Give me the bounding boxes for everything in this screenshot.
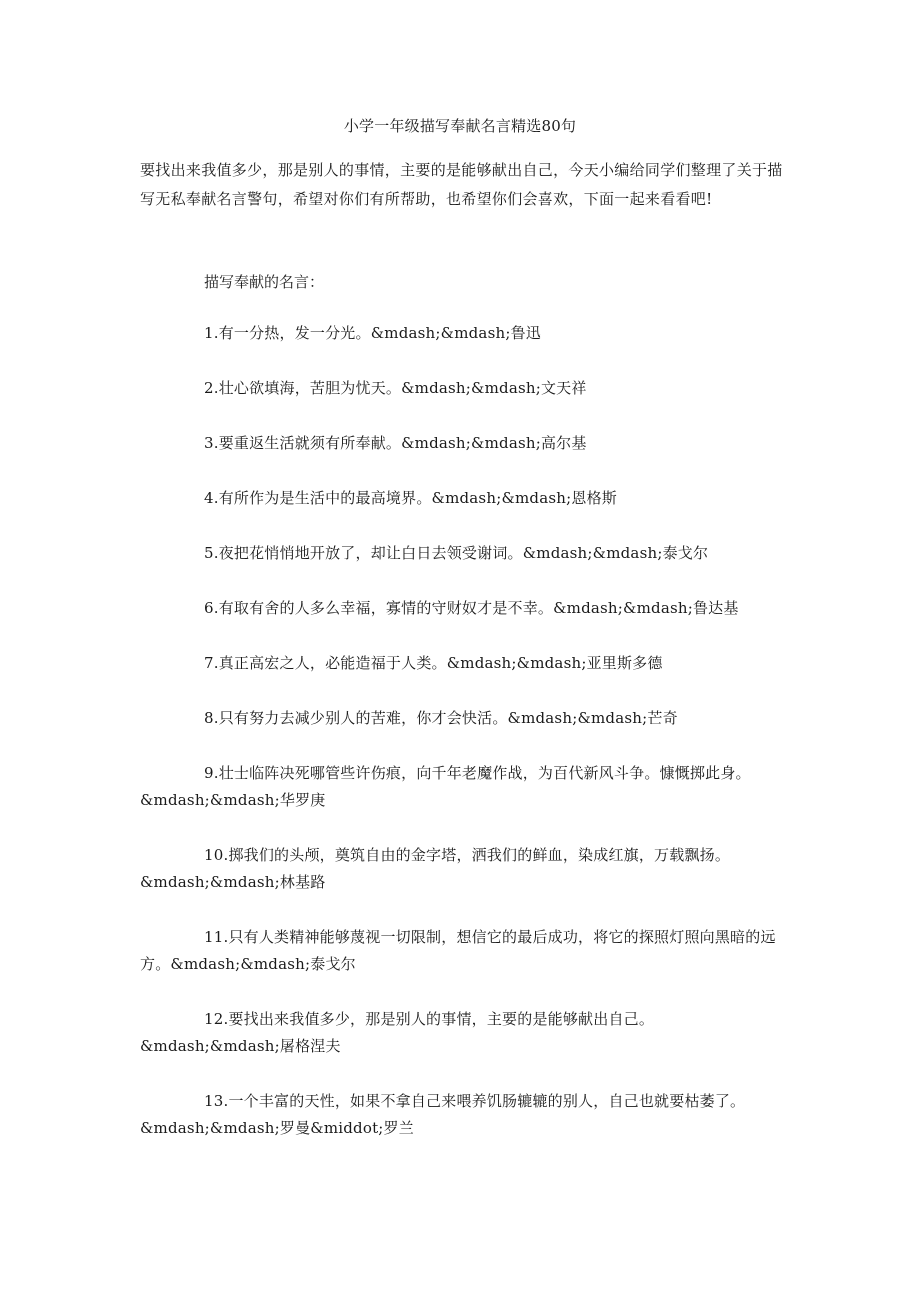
quote-item: 6.有取有舍的人多么幸福，寡情的守财奴才是不幸。&mdash;&mdash;鲁达基 — [204, 599, 739, 617]
quote-item: 5.夜把花悄悄地开放了，却让白日去领受谢词。&mdash;&mdash;泰戈尔 — [204, 544, 709, 562]
quote-item: 1.有一分热，发一分光。&mdash;&mdash;鲁迅 — [204, 324, 541, 342]
page-title: 小学一年级描写奉献名言精选80句 — [343, 117, 577, 135]
section-heading: 描写奉献的名言： — [204, 273, 325, 291]
quote-item: 7.真正高宏之人，必能造福于人类。&mdash;&mdash;亚里斯多德 — [204, 654, 663, 672]
quote-item: 9.壮士临阵决死哪管些许伤痕，向千年老魔作战，为百代新风斗争。慷慨掷此身。&mdash;&mdash;华罗庚 — [140, 764, 751, 809]
quote-item: 12.要找出来我值多少，那是别人的事情，主要的是能够献出自己。&mdash;&mdash;屠格涅夫 — [140, 1010, 655, 1055]
quote-item: 13.一个丰富的天性，如果不拿自己来喂养饥肠辘辘的别人，自己也就要枯萎了。&mdash;&mdash;罗曼&middot;罗兰 — [140, 1092, 746, 1137]
quote-item: 11.只有人类精神能够蔑视一切限制，想信它的最后成功，将它的探照灯照向黑暗的远方。&mdash;&mdash;泰戈尔 — [140, 928, 776, 973]
quote-item: 3.要重返生活就须有所奉献。&mdash;&mdash;高尔基 — [204, 434, 587, 452]
quote-item: 4.有所作为是生活中的最高境界。&mdash;&mdash;恩格斯 — [204, 489, 617, 507]
intro-paragraph: 要找出来我值多少，那是别人的事情，主要的是能够献出自己，今天小编给同学们整理了关于描写无私奉献名言警句，希望对你们有所帮助，也希望你们会喜欢，下面一起来看看吧! — [140, 161, 783, 208]
quote-item: 10.掷我们的头颅，奠筑自由的金字塔，洒我们的鲜血，染成红旗，万载飘扬。&mdash;&mdash;林基路 — [140, 846, 731, 891]
quote-list — [140, 320, 790, 1170]
quote-item: 2.壮心欲填海，苦胆为忧天。&mdash;&mdash;文天祥 — [204, 379, 587, 397]
quote-item: 8.只有努力去减少别人的苦难，你才会快活。&mdash;&mdash;芒奇 — [204, 709, 678, 727]
